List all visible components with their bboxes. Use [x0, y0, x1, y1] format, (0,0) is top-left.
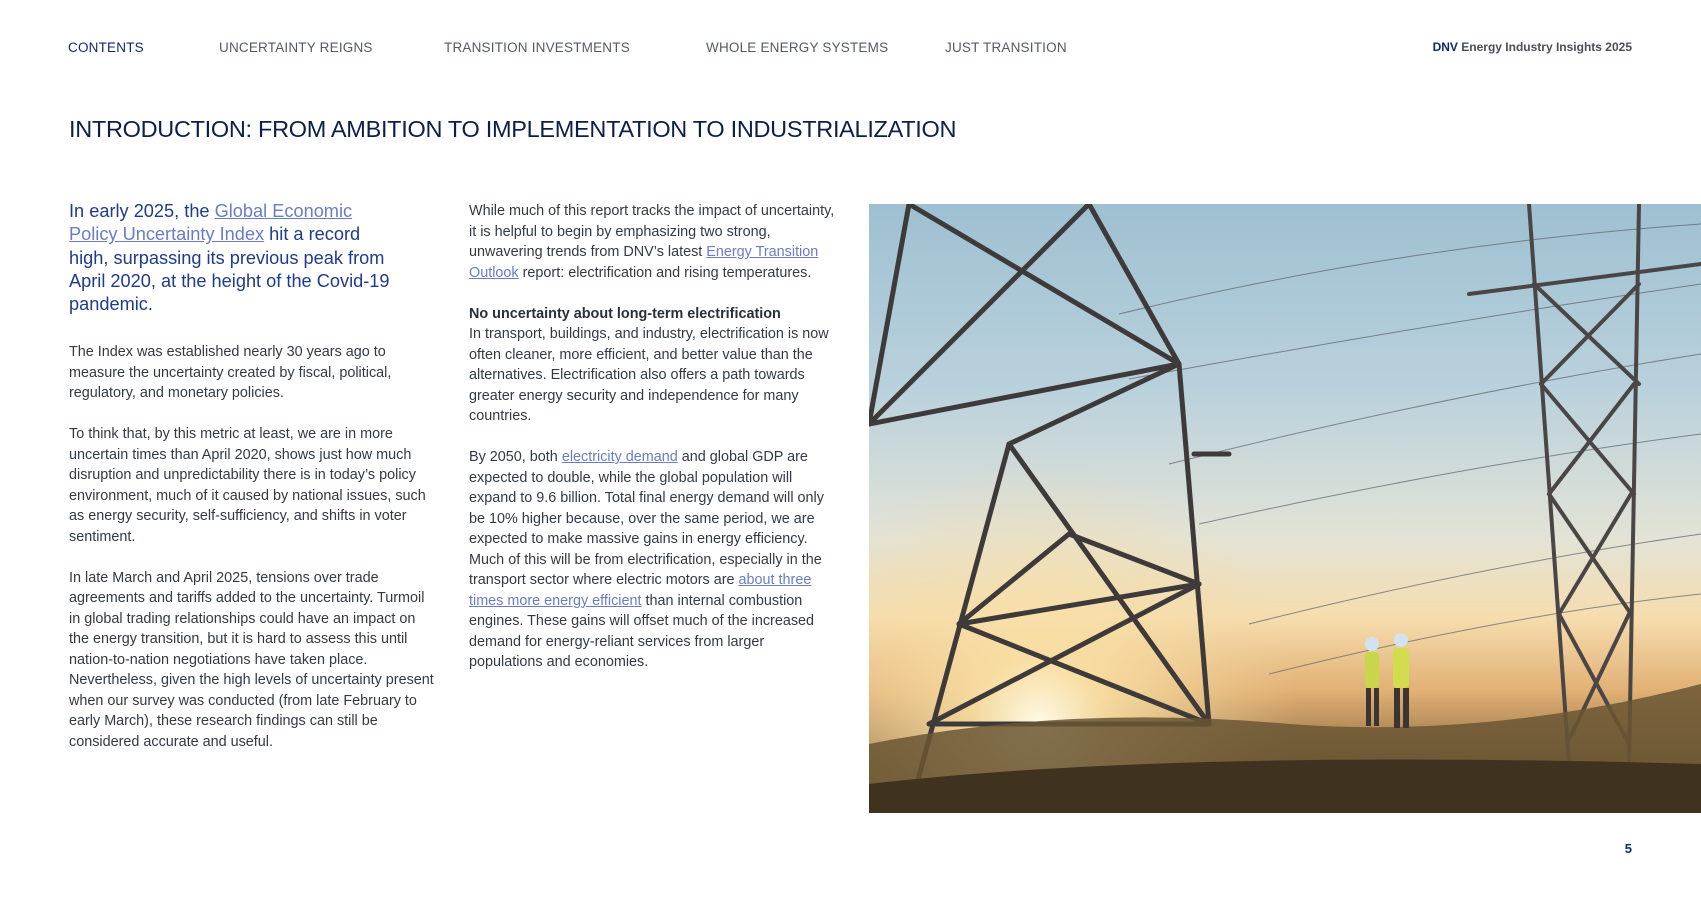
trends-text-start: While much of this report tracks the impact of uncertainty, it is helpful to begin by emphasizing two strong, unwavering trends from DNV’s latest: [469, 203, 835, 260]
nav-uncertainty-reigns[interactable]: UNCERTAINTY REIGNS: [219, 40, 373, 55]
paragraph-index-established: The Index was established nearly 30 years ago to measure the uncertainty created by fiscal, political, regulatory, and monetary policies.: [69, 344, 392, 402]
middle-column: [469, 201, 839, 693]
energy-efficient-link[interactable]: about three times more energy efficient: [469, 572, 812, 609]
paragraph-trade-tensions: In late March and April 2025, tensions over trade agreements and tariffs added to the uncertainty. Turmoil in global trading relationships could have an impact on the energy transition, but it is hard to assess this until nation-to-nation negotiations have taken place. Nevertheless, given the high levels of uncertainty present when our survey was conducted (from late February to early March), these research findings can still be considered accurate and useful.: [69, 569, 434, 750]
lead-text-start: In early 2025, the: [69, 201, 215, 221]
dnv-logo: DNV: [1432, 40, 1458, 54]
by-2050-text-c: than internal combustion engines. These gains will offset much of the increased demand for energy-reliant services from larger populations and economies.: [469, 592, 815, 670]
nav-transition-investments[interactable]: TRANSITION INVESTMENTS: [444, 40, 630, 55]
paragraph-two-trends: [469, 201, 839, 283]
paragraph-by-2050: [469, 447, 839, 673]
lead-text-end: hit a record high, surpassing its previous peak from April 2020, at the height of the Covid-19 pandemic.: [69, 224, 390, 315]
page-title: INTRODUCTION: FROM AMBITION TO IMPLEMENTATION TO INDUSTRIALIZATION: [69, 116, 957, 142]
photo-illustration: [869, 204, 1701, 813]
electricity-demand-link[interactable]: electricity demand: [561, 449, 678, 465]
nav-whole-energy-systems[interactable]: WHOLE ENERGY SYSTEMS: [706, 40, 889, 55]
report-title: Energy Industry Insights 2025: [1461, 40, 1632, 54]
paragraph-electrification: [469, 304, 839, 427]
paragraph-uncertain-times: To think that, by this metric at least, we are in more uncertain times than April 2020, shows just how much disruption and unpredictability there is in today’s policy environment, much of it caused by national issues, such as energy security, self-sufficiency, and shifts in voter sentiment.: [69, 426, 426, 545]
nav-contents[interactable]: CONTENTS: [68, 40, 144, 55]
page-number: 5: [1624, 841, 1632, 856]
energy-transition-outlook-link[interactable]: Energy Transition Outlook: [469, 244, 819, 281]
by-2050-text-b: and global GDP are expected to double, while the global population will expand to 9.6 billion. Total final energy demand will only be 10% higher because, over the same period, we are expected to make massive gains in energy efficiency. Much of this will be from electrification, especially in the transport sector where electric motors are: [469, 449, 824, 588]
electrification-text: In transport, buildings, and industry, electrification is now often cleaner, more efficient, and better value than the alternatives. Electrification also offers a path towards greater energy security and independence for many countries.: [469, 326, 829, 424]
report-brand: [1433, 40, 1632, 54]
lead-paragraph: [69, 200, 399, 316]
trends-text-end: report: electrification and rising temperatures.: [518, 264, 812, 281]
electrification-subheading: No uncertainty about long-term electrification: [469, 305, 781, 322]
left-column: [69, 200, 439, 773]
uncertainty-index-link[interactable]: Global Economic Policy Uncertainty Index: [69, 201, 353, 245]
pylons-workers-photo: [869, 204, 1701, 813]
by-2050-text-a: By 2050, both: [469, 449, 562, 465]
nav-just-transition[interactable]: JUST TRANSITION: [945, 40, 1067, 55]
